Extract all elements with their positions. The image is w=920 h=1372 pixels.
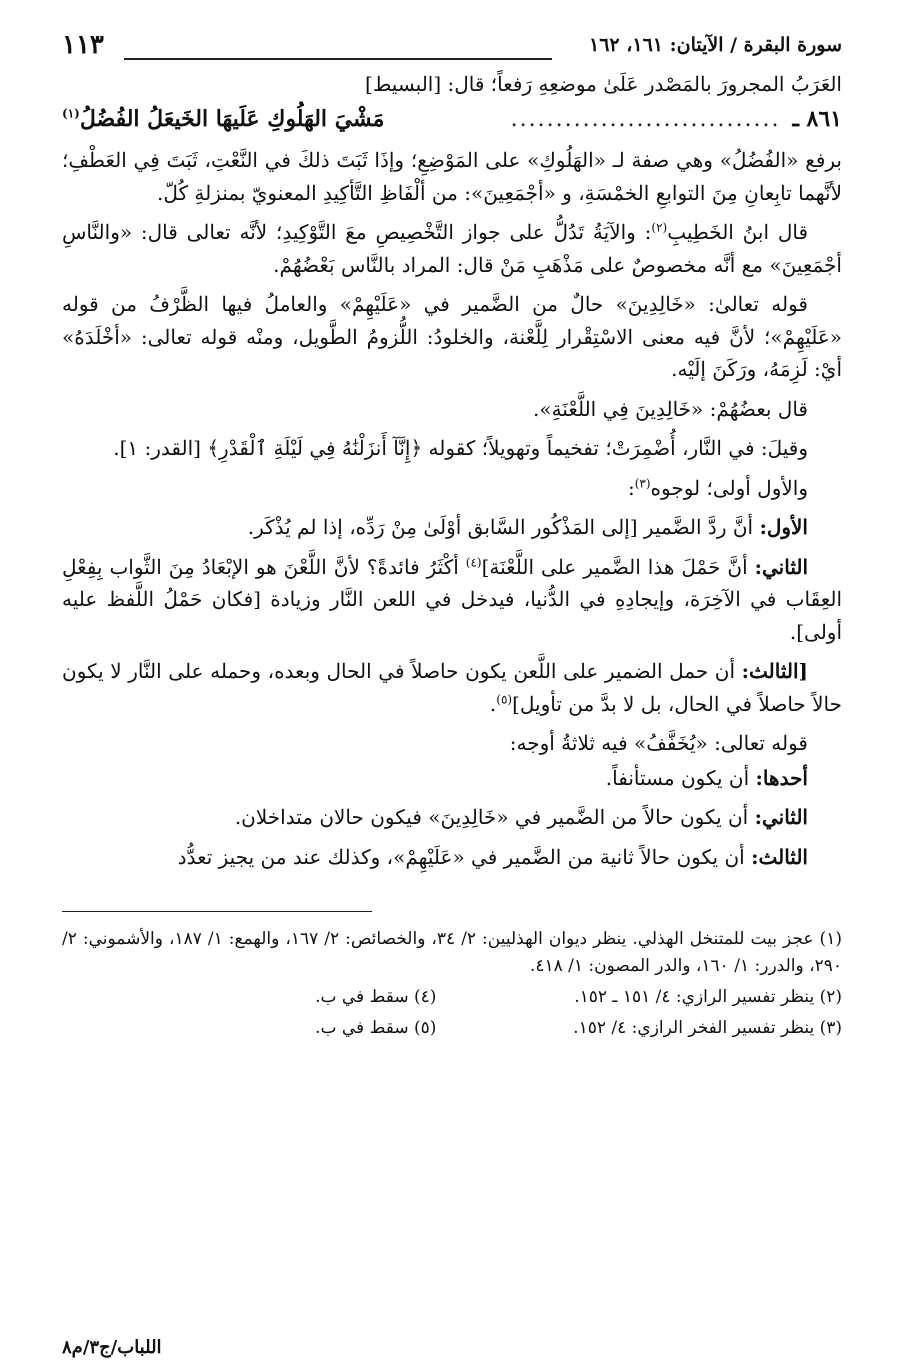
reason-second-text-a: أنَّ حَمْلَ هذا الضَّمير على اللَّعْنَة] bbox=[481, 554, 748, 579]
footnote-1: (١) عجز بيت للمتنخل الهذلي. ينظر ديوان الهذليين: ٢/ ٣٤، والخصائص: ٢/ ١٦٧، والهمع: ١/ ١٨٧، والأشموني: ٢/ ٢٩٠، والدرر: ١/ ١٦٠، والدر المصون: ١/ ٤١٨. bbox=[62, 929, 842, 976]
page bbox=[62, 28, 842, 1358]
aspect-second bbox=[62, 801, 842, 834]
footnote-ref-5: (٥) bbox=[496, 691, 513, 706]
aspect-first-label: أحدها: bbox=[755, 765, 808, 790]
aspect-third-label: الثالث: bbox=[751, 844, 808, 869]
aspect-third bbox=[62, 841, 842, 874]
aspect-second-text: أن يكون حالاً من الضَّمير في «خَالِدِينَ» فيكون حالان متداخلان. bbox=[234, 805, 749, 829]
footnote-3: (٣) ينظر تفسير الفخر الرازي: ٤/ ١٥٢. bbox=[573, 1018, 842, 1038]
footnote-row-a bbox=[62, 984, 842, 1011]
reason-second-label: الثاني: bbox=[754, 554, 809, 579]
header-rule bbox=[124, 58, 552, 60]
paragraph-6 bbox=[62, 472, 842, 505]
page-number: ١١٣ bbox=[62, 30, 104, 60]
verse-dots: .............................. bbox=[510, 106, 781, 132]
paragraph-4: قال بعضُهُمْ: «خَالِدِينَ فِي اللَّعْنَةِ». bbox=[532, 396, 808, 421]
aspect-first-text: أن يكون مستأنفاً. bbox=[605, 765, 750, 790]
reason-first-label: الأول: bbox=[759, 515, 808, 539]
paragraph-6-text: والأول أولى؛ لوجوه bbox=[650, 475, 808, 500]
footnote-ref-3: (٣) bbox=[634, 475, 651, 490]
paragraph-5: وقيلَ: في النَّار، أُضْمِرَتْ؛ تفخيماً وتهويلاً؛ كقوله ﴿إِنَّآ أَنزَلْنَٰهُ فِي لَيْلَةِ ٱلْقَدْرِ﴾ [القدر: ١]. bbox=[113, 436, 808, 460]
aspect-third-text: أن يكون حالاً ثانية من الضَّمير في «عَلَيْهِمْ»، وكذلك عند من يجيز تعدُّد bbox=[177, 844, 745, 869]
footnote-ref-2: (٢) bbox=[651, 220, 668, 235]
footnote-2: (٢) ينظر تفسير الرازي: ٤/ ١٥١ ـ ١٥٢. bbox=[574, 987, 842, 1007]
footnotes bbox=[62, 926, 842, 1042]
reason-second bbox=[62, 551, 842, 649]
reason-first-text: أنَّ ردَّ الضَّمير [إلى المَذْكُور السَّابق أوْلَىٰ مِنْ رَدِّه، إذا لم يُذْكَر. bbox=[247, 515, 754, 539]
running-title: سورة البقرة / الآيتان: ١٦١، ١٦٢ bbox=[588, 34, 842, 56]
reason-third-label: [الثالث: bbox=[741, 659, 809, 683]
reason-third-end: . bbox=[489, 691, 497, 716]
paragraph-2 bbox=[62, 216, 842, 281]
footnote-4: (٤) سقط في ب. bbox=[315, 987, 437, 1007]
reason-third bbox=[62, 655, 842, 720]
poetry-verse bbox=[62, 103, 842, 137]
footnote-ref-4: (٤) bbox=[465, 554, 482, 569]
verse-content bbox=[62, 103, 384, 136]
paragraph-3: قوله تعالىٰ: «خَالِدِينَ» حالٌ من الضَّمير في «عَلَيْهِمْ» والعاملُ فيها الظَّرْفُ من قوله «عَلَيْهِمْ»؛ لأنَّ فيه معنى الاسْتِقْرار لِلَّعْنة، والخلودُ: اللُّزومُ الطَّويل، ومنْه قوله تعالى: «أخْلَدَهُ» أيْ: لَزِمَهُ، ورَكَنَ إلَيْه. bbox=[62, 292, 842, 381]
reason-second-text-b: أكْثَرُ فائدةً؟ لأنَّ اللَّعْنَ هو الإبْعَادُ مِنَ الثَّواب بِفِعْلِ العِقَاب في الآخِرَة، وإيجادِهِ في الدُّنيا، فيدخل في اللعن النَّار وزيادة [فكان حَمْلُ اللَّفظ عليه أولى]. bbox=[62, 554, 842, 644]
paragraph-2-start: قال ابنُ الخَطِيبِ bbox=[667, 220, 809, 244]
intro-paragraph: العَرَبُ المجرورَ بالمَصْدر عَلَىٰ موضعِهِ رَفعاً؛ قال: [البسيط] bbox=[365, 72, 842, 96]
paragraph-7: قوله تعالى: «يُخَفَّفُ» فيه ثلاثةُ أوجه: bbox=[509, 731, 808, 755]
verse-number: ٨٦١ ـ bbox=[792, 105, 842, 132]
verse-text: مَشْيَ الهَلُوكِ عَلَيهَا الخَيعَلُ الفُضُلُ bbox=[79, 105, 385, 132]
footnote-ref-1: (١) bbox=[62, 106, 80, 121]
aspect-second-label: الثاني: bbox=[754, 805, 808, 829]
reason-third-text: أن حمل الضمير على اللَّعن يكون حاصلاً في الحال وبعده، وحمله على النَّار لا يكون حالاً حاصلاً في الحال، بل لا بدَّ من تأويل] bbox=[62, 659, 842, 716]
footnote-rule bbox=[62, 911, 372, 912]
main-text bbox=[62, 68, 842, 873]
reason-first bbox=[62, 511, 842, 544]
aspect-first bbox=[62, 762, 842, 795]
paragraph-6-end: : bbox=[627, 475, 635, 500]
footnote-5: (٥) سقط في ب. bbox=[315, 1018, 437, 1038]
paragraph-1: برفع «الفُضُلُ» وهي صفة لـ «الهَلُوكِ» على المَوْضِعِ؛ وإذَا ثَبَتَ ذلكَ في النَّعْتِ، ثَبَتَ فِي العَطْفِ؛ لأنَّهما تابِعانِ مِنَ التوابعِ الخمْسَةِ، و «أجْمَعِينَ»: من ألْفَاظِ التَّأكِيدِ المعنويّ بمنزلةِ كُلّ. bbox=[62, 148, 842, 205]
printer-signature: اللباب/ج٣/م٨ bbox=[62, 1337, 162, 1358]
paragraph-2-rest: : والآيَةُ تَدُلُّ على جواز التَّخْصِيصِ معَ التَّوْكِيدِ؛ لأنَّه تعالى قال: «والنَّاسِ أجْمَعِينَ» مع أنَّه مخصوصٌ على مَذْهَبِ مَنْ قال: المراد بالنَّاس بَعْضُهُمْ. bbox=[62, 220, 842, 277]
footnote-row-b bbox=[62, 1015, 842, 1042]
page-header bbox=[62, 28, 842, 68]
